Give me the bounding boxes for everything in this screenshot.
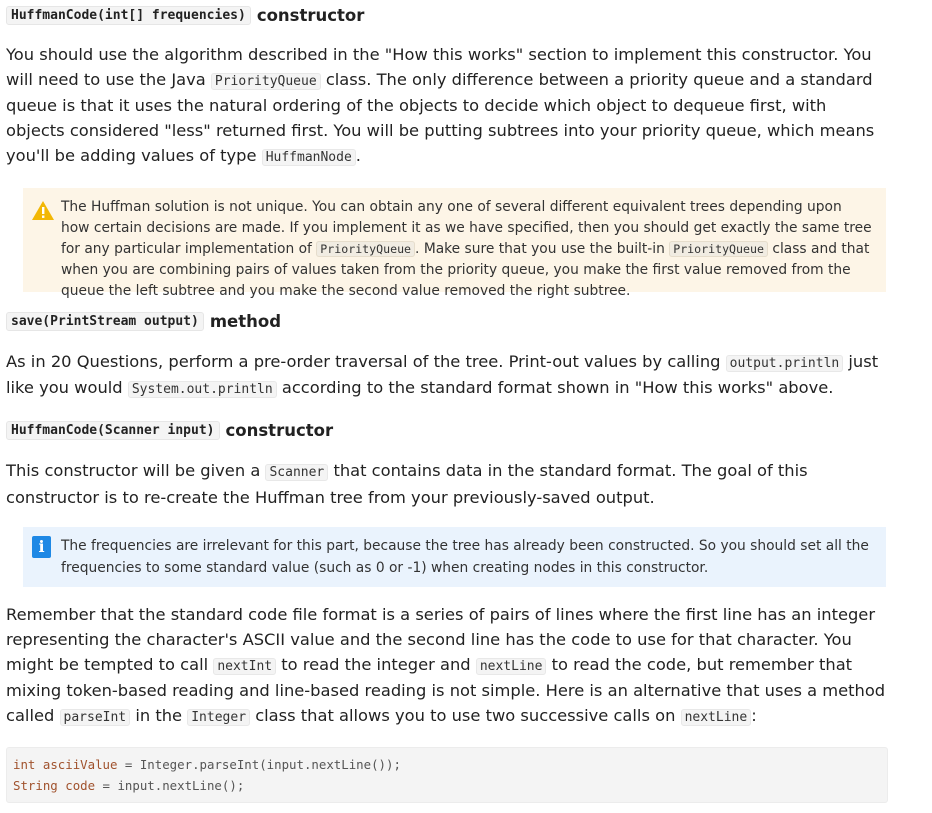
heading-word: constructor (225, 421, 334, 441)
code-line-2 (13, 775, 881, 796)
text: As in 20 Questions, perform a pre-order traversal of the tree. Print-out values by calling (6, 351, 726, 371)
inline-code: output.println (726, 355, 844, 372)
text: just like you would (6, 351, 879, 398)
text: to read the code, but remember that mixing token-based reading and line-based reading is not simple. Here is an alternative that uses a method called (6, 654, 886, 726)
paragraph-file-format (6, 603, 886, 731)
text: to read the integer and (276, 654, 476, 674)
code-block (6, 747, 888, 803)
heading-code: HuffmanCode(int[] frequencies) (6, 6, 251, 25)
inline-code: System.out.println (128, 381, 277, 398)
section-heading-scanner-constructor (6, 420, 886, 442)
inline-code: nextLine (476, 658, 547, 675)
text: that contains data in the standard format. The goal of this constructor is to re-create the Huffman tree from your previously-saved output. (6, 460, 808, 507)
code-variable: code (65, 777, 96, 793)
text: class. The only difference between a priority queue and a standard queue is that it uses the natural ordering of the objects to decide which object to dequeue first, with objects considered "less" returned first. You will be putting subtrees into your priority queue, which means you'll be adding values of type (6, 69, 875, 165)
text: . Make sure that you use the built-in (415, 240, 670, 257)
code-expression: = Integer.parseInt(input.nextLine()); (117, 756, 401, 772)
heading-code: save(PrintStream output) (6, 312, 204, 331)
info-callout (23, 527, 886, 587)
inline-code: HuffmanNode (262, 149, 356, 166)
code-line-1 (13, 754, 881, 775)
inline-code: Integer (187, 709, 250, 726)
inline-code: nextLine (681, 709, 752, 726)
text: class and that when you are combining pairs of values taken from the priority queue, you make the first value removed from the queue the left subtree and you make the second value removed the right subtree. (61, 240, 870, 300)
inline-code: PriorityQueue (316, 241, 415, 257)
text: Remember that the standard code file format is a series of pairs of lines where the first line has an integer representing the character's ASCII value and the second line has the code to use for that character. You might be tempted to call (6, 605, 876, 674)
heading-code: HuffmanCode(Scanner input) (6, 421, 220, 440)
text: : (751, 706, 757, 726)
text: This constructor will be given a (6, 460, 266, 480)
inline-code: PriorityQueue (669, 241, 768, 257)
section-heading-frequencies-constructor (6, 4, 886, 26)
heading-word: method (209, 312, 282, 332)
text: You should use the algorithm described in the "How this works" section to implement this constructor. You will need to use the Java (6, 45, 872, 89)
inline-code: Scanner (265, 464, 328, 481)
paragraph-scanner (6, 459, 886, 510)
inline-code: nextInt (213, 658, 276, 675)
text: in the (130, 706, 188, 726)
code-expression: = input.nextLine(); (95, 777, 245, 793)
document-body (6, 0, 886, 803)
code-variable: asciiValue (42, 756, 118, 772)
text: . (355, 145, 361, 165)
heading-word: constructor (256, 5, 365, 25)
code-type: int (13, 756, 36, 772)
inline-code: PriorityQueue (211, 73, 321, 90)
info-icon: i (32, 536, 51, 558)
code-type: String (13, 777, 58, 793)
warning-callout (23, 188, 886, 300)
inline-code: parseInt (60, 709, 131, 726)
paragraph-priority-queue (6, 43, 886, 171)
paragraph-save (6, 350, 886, 403)
text: The frequencies are irrelevant for this part, because the tree has already been constructed. So you should set all the frequencies to some standard value (such as 0 or -1) when creating nodes in this constructor. (61, 538, 869, 576)
section-heading-save-method (6, 311, 886, 333)
text: class that allows you to use two successive calls on (250, 706, 681, 726)
text: The Huffman solution is not unique. You can obtain any one of several different equivalent trees depending upon how certain decisions are made. If you implement it as we have specified, then you should get exactly the same tree for any particular implementation of (61, 198, 872, 257)
warning-icon (32, 201, 54, 220)
text: according to the standard format shown in "How this works" above. (276, 378, 834, 398)
